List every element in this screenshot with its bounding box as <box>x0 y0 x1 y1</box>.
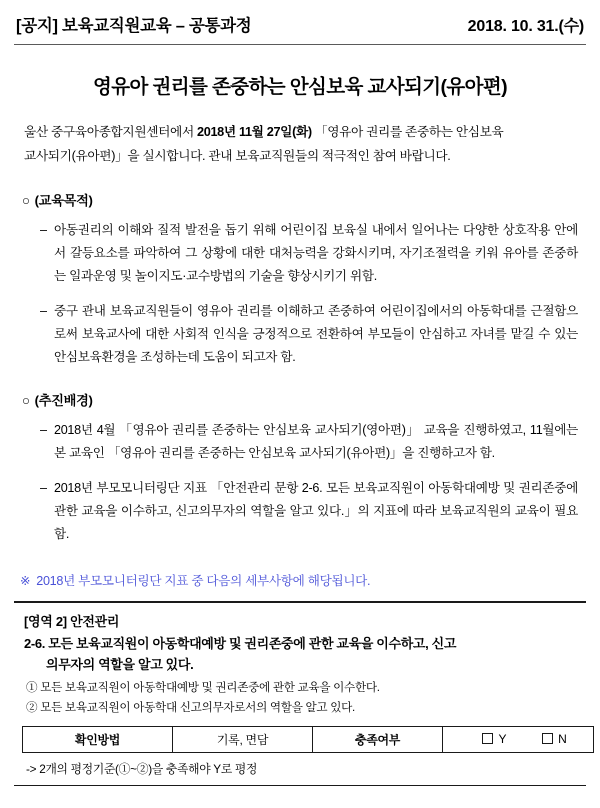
indicator-subitem: ② 모든 보육교직원이 아동학대 신고의무자로서의 역할을 알고 있다. <box>26 700 355 714</box>
checkbox-no-label: N <box>558 731 567 746</box>
section-purpose-label: (교육목적) <box>34 193 93 208</box>
cell-method-label: 확인방법 <box>23 727 173 753</box>
list-item <box>40 300 578 369</box>
section-purpose-heading <box>22 190 586 209</box>
checkbox-icon[interactable] <box>542 733 553 744</box>
note-line <box>20 570 586 589</box>
indicator-main-statement <box>24 634 578 676</box>
list-item-text: 아동권리의 이해와 질적 발전을 돕기 위해 어린이집 보육실 내에서 일어나는 다양한 상호작용 안에서 갈등요소를 파악하여 그 상황에 대한 대처능력을 강화시키며, 자기조절력을 키워 유아를 존중하는 일과운영 및 놀이지도·교수방법의 기술을 향상시키기 위함. <box>54 223 578 283</box>
dash-marker-icon: – <box>40 303 47 318</box>
circle-marker-icon: ○ <box>22 393 30 409</box>
checkbox-no[interactable] <box>542 732 566 746</box>
indicator-area-title: [영역 2] 안전관리 <box>24 613 120 629</box>
list-item <box>40 419 578 465</box>
list-item-text: 2018년 부모모니터링단 지표 「안전관리 문항 2-6. 모든 보육교직원이 아동학대예방 및 권리존중에 관한 교육을 이수하고, 신고의무자의 역할을 알고 있다.」의 지표에 따라 보육교직원의 교육이 필요함. <box>54 481 578 542</box>
indicator-box <box>14 601 586 786</box>
list-item <box>40 219 578 288</box>
indicator-main-line1: 2-6. 모든 보육교직원이 아동학대예방 및 권리존중에 관한 교육을 이수하고, 신고 <box>24 635 457 651</box>
intro-text-a: 울산 중구육아종합지원센터에서 <box>24 125 198 139</box>
header-notice-label: [공지] 보육교직원교육 – 공통과정 <box>16 17 252 35</box>
table-footnote: -> 2개의 평정기준(①~②)을 충족해야 Y로 평정 <box>26 762 258 777</box>
intro-paragraph <box>24 121 578 168</box>
page-title: 영유아 권리를 존중하는 안심보육 교사되기(유아편) <box>92 76 508 98</box>
section-background-label: (추진배경) <box>34 393 93 409</box>
checkbox-icon[interactable] <box>482 733 493 744</box>
checkbox-yes[interactable] <box>482 732 506 746</box>
cell-total-label: 충족여부 <box>313 727 443 753</box>
list-item <box>40 477 578 546</box>
document-header <box>14 0 586 44</box>
cell-method-value: 기록, 면담 <box>173 727 313 753</box>
header-date: 2018. 10. 31.(수) <box>467 18 584 35</box>
indicator-main-line2: 의무자의 역할을 알고 있다. <box>46 656 194 672</box>
checkbox-yes-label: Y <box>498 731 507 746</box>
asterisk-icon: ※ <box>20 573 31 588</box>
check-table <box>22 726 594 753</box>
section-purpose <box>14 190 586 368</box>
header-divider <box>14 44 586 45</box>
note-text: 2018년 부모모니터링단 지표 중 다음의 세부사항에 해당됩니다. <box>36 573 371 588</box>
list-item-text: 2018년 4월 「영유아 권리를 존중하는 안심보육 교사되기(영아편)」 교육을 진행하였고, 11월에는 본 교육인 「영유아 권리를 존중하는 안심보육 교사되기(유아편)」을 진행하고자 함. <box>54 423 578 461</box>
section-background-heading <box>22 390 586 409</box>
intro-date-emphasis: 2018년 11월 27일(화) <box>197 125 312 139</box>
intro-text-line2: 교사되기(유아편)」을 실시합니다. 관내 보육교직원들의 적극적인 참여 바랍니다. <box>24 148 451 163</box>
section-background <box>14 390 586 546</box>
circle-marker-icon: ○ <box>22 193 30 208</box>
intro-text-c: 「영유아 권리를 존중하는 안심보육 <box>311 125 504 139</box>
dash-marker-icon: – <box>40 223 47 237</box>
dash-marker-icon: – <box>40 481 47 496</box>
list-item-text: 중구 관내 보육교직원들이 영유아 권리를 이해하고 존중하여 어린이집에서의 아동학대를 근절함으로써 보육교사에 대한 사회적 인식을 긍정적으로 전환하여 부모들이 안심하고 자녀를 맡길 수 있는 안심보육환경을 조성하는데 도움이 되고자 함. <box>54 303 578 364</box>
indicator-subitem: ① 모든 보육교직원이 아동학대예방 및 권리존중에 관한 교육을 이수한다. <box>26 680 380 694</box>
dash-marker-icon: – <box>40 423 47 438</box>
cell-check-options <box>443 727 594 753</box>
table-row <box>23 727 594 753</box>
